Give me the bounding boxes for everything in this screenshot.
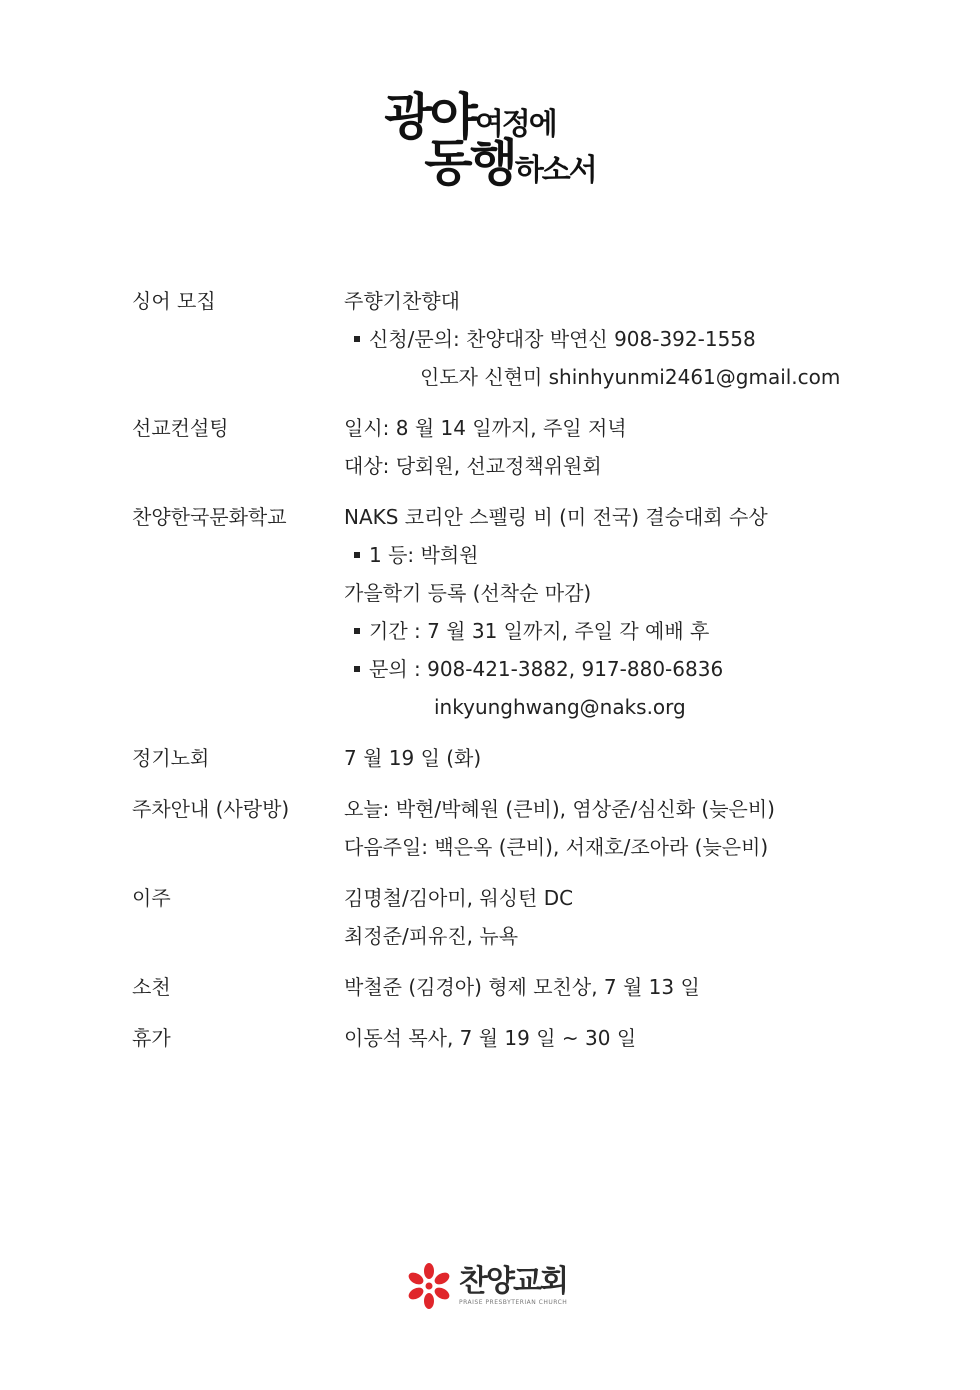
- section-mission: [132, 409, 892, 485]
- section-line: 일시: 8 월 14 일까지, 주일 저녁: [344, 416, 627, 440]
- bullet-line: 기간 : 7 월 31 일까지, 주일 각 예배 후: [344, 612, 892, 650]
- section-line: 오늘: 박현/박혜원 (큰비), 염상준/심신화 (늦은비): [344, 797, 775, 821]
- section-line: 이동석 목사, 7 월 19 일 ~ 30 일: [344, 1026, 637, 1050]
- section-body: [344, 739, 892, 777]
- section-label: 선교컨설팅: [132, 416, 229, 440]
- section-body: [344, 1019, 892, 1057]
- title-line-2-small: 하소서: [514, 153, 596, 188]
- section-line: 인도자 신현미 shinhyunmi2461@gmail.com: [420, 365, 841, 389]
- section-label: 주차안내 (사랑방): [132, 797, 290, 821]
- page-title: [0, 88, 980, 192]
- section-vacation: [132, 1019, 892, 1057]
- section-session: [132, 739, 892, 777]
- section-body: [344, 968, 892, 1006]
- section-label: 정기노회: [132, 746, 210, 770]
- bullet-line: 신청/문의: 찬양대장 박연신 908-392-1558: [344, 320, 892, 358]
- section-singer: [132, 282, 892, 396]
- title-line-1-big: 광야: [384, 88, 475, 146]
- section-body: [344, 790, 892, 866]
- section-school: [132, 498, 892, 726]
- section-line: 김명철/김아미, 워싱턴 DC: [344, 886, 574, 910]
- section-body: [344, 879, 892, 955]
- section-line: 7 월 19 일 (화): [344, 746, 482, 770]
- title-line-1-small: 여정에: [474, 107, 556, 142]
- announcements: [132, 282, 892, 1070]
- section-label: 찬양한국문화학교: [132, 505, 287, 529]
- bullet-line: 1 등: 박희원: [344, 536, 892, 574]
- section-line: NAKS 코리안 스펠링 비 (미 전국) 결승대회 수상: [344, 505, 768, 529]
- section-moving: [132, 879, 892, 955]
- section-line: 박철준 (김경아) 형제 모친상, 7 월 13 일: [344, 975, 700, 999]
- section-label: 소천: [132, 975, 171, 999]
- section-body: [344, 498, 892, 726]
- section-body: [344, 282, 892, 396]
- section-line: 다음주일: 백은옥 (큰비), 서재호/조아라 (늦은비): [344, 835, 769, 859]
- church-name-english: PRAISE PRESBYTERIAN CHURCH: [459, 1298, 568, 1306]
- section-label: 휴가: [132, 1026, 171, 1050]
- section-line: 최정준/피유진, 뉴욕: [344, 924, 519, 948]
- title-line-2: [424, 134, 596, 192]
- section-line: 주향기찬향대: [344, 289, 460, 313]
- section-parking: [132, 790, 892, 866]
- email-line: inkyunghwang@naks.org: [434, 695, 686, 719]
- church-logo: [405, 1262, 567, 1310]
- section-passing: [132, 968, 892, 1006]
- title-line-2-big: 동행: [424, 134, 515, 192]
- bullet-line: 문의 : 908-421-3882, 917-880-6836: [344, 650, 892, 688]
- church-name-block: [459, 1263, 568, 1306]
- section-line: 대상: 당회원, 선교정책위원회: [344, 454, 602, 478]
- section-body: [344, 409, 892, 485]
- section-line: 가을학기 등록 (선착순 마감): [344, 581, 592, 605]
- section-label: 이주: [132, 886, 171, 910]
- section-label: 싱어 모집: [132, 289, 216, 313]
- flower-logo-icon: [405, 1262, 453, 1310]
- church-name: 찬양교회: [459, 1263, 567, 1299]
